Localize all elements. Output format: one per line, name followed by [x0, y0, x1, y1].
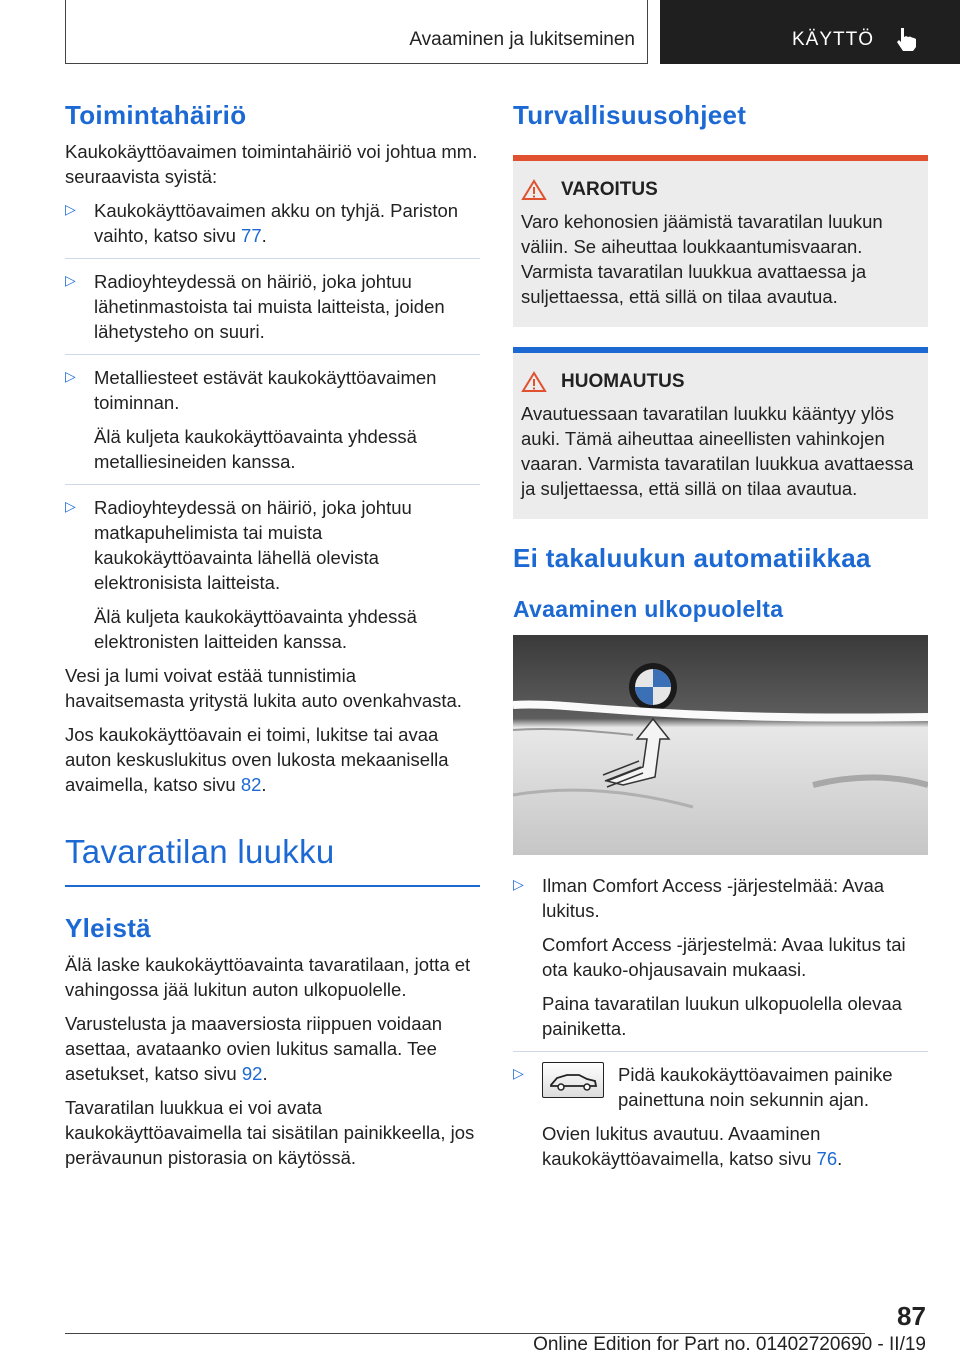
tailgate-heading-block: [65, 833, 480, 887]
list-item-text: Radioyhteydessä on häiriö, joka johtuu lähetinmastoista tai muista laitteista, joiden lähetysteho on suuri.: [94, 271, 445, 342]
list-item: [65, 269, 480, 344]
header-chapter-label: KÄYTTÖ: [792, 29, 875, 50]
triangle-bullet-icon: ▷: [513, 876, 524, 892]
list-item-subtext: Älä kuljeta kaukokäyttöavainta yhdessä elektronisten laitteiden kanssa.: [94, 606, 417, 652]
notice-box: [513, 347, 928, 519]
page-link-76[interactable]: 76: [816, 1148, 838, 1169]
list-item: ▷ Pidä kaukokäyttöavaimen painike painettuna noin sekunnin ajan. Ovien lukitus avautuu. Avaaminen kaukokäyttöavaimella, katso sivu 76.: [513, 1062, 928, 1171]
notice-triangle-icon: [521, 371, 547, 393]
list-item-subtext: Paina tavaratilan luukun ulkopuolella olevaa painiketta.: [542, 993, 902, 1039]
list-item: ▷ Kaukokäyttöavaimen akku on tyhjä. Pariston vaihto, katso sivu 77.: [65, 200, 459, 246]
page-link-77[interactable]: 77: [241, 225, 262, 246]
left-column: Toimintahäiriö Kaukokäyttöavaimen toimintahäiriö voi johtua mm. seuraavista syistä: ▷ Kaukokäyttöavaimen akku on tyhjä. Pariston vaihto, katso sivu 77. ▷ Radioyhteydessä on häiriö, joka johtuu lähetinmastoista tai muista laitteista, joiden lähetysteho on suuri. ▷ Metalliesteet estävät kaukokäyttöavaimen toiminnan. Älä kuljeta kaukokäyttöavainta yhdessä metalliesineiden kanssa. ▷ Radioyhteydessä on häiriö, joka johtuu matkapuhelimista tai muista kaukokäyttöavainta lähellä olevista elektronisista laitteista. Älä kuljeta kaukokäyttöavainta yhdessä elektronisten laitteiden kanssa. Vesi ja lumi voivat estää tunnistimia havaitsemasta yritystä lukita auto ovenkahvasta. Jos kaukokäyttöavain ei toimi, lukitse tai avaa auton keskuslukitus oven lukosta mekaanisella avaimella, katso sivu 82. Tavaratilan luukku Yleistä Älä laske kaukokäyttöavainta tavaratilaan, jotta et vahingossa jää lukitun auton ulkopuolelle. Varustelusta ja maaversiosta riippuen voidaan asettaa, avataanko ovien lukitus samalla. Tee asetukset, katso sivu 92. Tavaratilan luukkua ei voi avata kaukokäyttöavaimella tai sisätilan painikkeella, jos perävaunun pistorasia on käytössä.: [65, 100, 480, 1179]
tailgate-remote-button-icon: [542, 1062, 604, 1098]
tailgate-heading: Tavaratilan luukku: [65, 833, 335, 870]
list-item-subtext: Comfort Access -järjestelmä: Avaa lukitus tai ota kauko-ohjausavain mukaasi.: [542, 934, 906, 980]
notice-text: Avautuessaan tavaratilan luukku kääntyy ylös auki. Tämä aiheuttaa aineellisten vahinkojen vaaran. Varmista tavaratilan luukkua avattaessa ja suljettaessa, että sillä on tilaa avautua.: [521, 403, 914, 499]
paragraph-trailer-socket: Tavaratilan luukkua ei voi avata kaukokäyttöavaimella tai sisätilan painikkeella, jos perävaunun pistorasia on käytössä.: [65, 1097, 475, 1168]
open-outside-heading: Avaaminen ulkopuolelta: [513, 596, 784, 622]
pointing-hand-icon: [893, 25, 921, 53]
divider: [513, 1051, 928, 1052]
safety-heading: Turvallisuusohjeet: [513, 100, 747, 130]
warning-text: Varo kehonosien jäämistä tavaratilan luukun väliin. Se aiheuttaa loukkaantumisvaaran. Varmista tavaratilan luukkua avattaessa ja suljettaessa, että sillä on tilaa avautua.: [521, 211, 883, 307]
paragraph-mechanical-key: Jos kaukokäyttöavain ei toimi, lukitse tai avaa auton keskuslukitus oven lukosta mekaanisella avaimella, katso sivu: [65, 724, 449, 795]
malfunction-intro: Kaukokäyttöavaimen toimintahäiriö voi johtua mm. seuraavista syistä:: [65, 141, 478, 187]
header-section-box: [65, 0, 648, 64]
opening-list: [513, 873, 928, 1171]
warning-label: VAROITUS: [561, 179, 658, 200]
list-item: [65, 365, 480, 474]
footer-edition: Online Edition for Part no. 01402720690 - II/19: [533, 1334, 926, 1355]
general-heading: Yleistä: [65, 913, 151, 943]
triangle-bullet-icon: ▷: [65, 201, 76, 217]
divider: [65, 484, 480, 485]
list-item-text: Kaukokäyttöavaimen akku on tyhjä. Pariston vaihto, katso sivu: [94, 200, 459, 246]
tailgate-button-photo: [513, 635, 928, 855]
paragraph-settings: Varustelusta ja maaversiosta riippuen voidaan asettaa, avataanko ovien lukitus samalla. Tee asetukset, katso sivu: [65, 1013, 443, 1084]
list-item-subtext: Ovien lukitus avautuu. Avaaminen kaukokäyttöavaimella, katso sivu: [542, 1123, 821, 1169]
list-item: [513, 873, 928, 1041]
list-item-text: Pidä kaukokäyttöavaimen painike painettuna noin sekunnin ajan.: [618, 1064, 893, 1110]
notice-label: HUOMAUTUS: [561, 371, 685, 392]
triangle-bullet-icon: ▷: [65, 498, 76, 514]
header-section-title: Avaaminen ja lukitseminen: [409, 29, 635, 50]
triangle-bullet-icon: ▷: [65, 272, 76, 288]
divider: [65, 258, 480, 259]
list-item-text: Radioyhteydessä on häiriö, joka johtuu matkapuhelimista tai muista kaukokäyttöavainta lähellä olevista elektronisista laitteista.: [94, 497, 412, 593]
list-item-subtext: Älä kuljeta kaukokäyttöavainta yhdessä metalliesineiden kanssa.: [94, 426, 417, 472]
header-chapter-tab[interactable]: [660, 0, 960, 64]
page-number: 87: [897, 1301, 926, 1331]
malfunction-list: [65, 198, 480, 654]
list-item: [65, 495, 480, 654]
triangle-bullet-icon: ▷: [65, 368, 76, 384]
warning-triangle-icon: [521, 179, 547, 201]
divider: [65, 354, 480, 355]
list-item-text: Metalliesteet estävät kaukokäyttöavaimen toiminnan.: [94, 367, 437, 413]
page-link-92[interactable]: 92: [241, 1063, 263, 1084]
right-column: [513, 100, 928, 1180]
triangle-bullet-icon: ▷: [513, 1065, 524, 1081]
no-automatic-heading: Ei takaluukun automatiikkaa: [513, 543, 871, 573]
paragraph-key-in-trunk: Älä laske kaukokäyttöavainta tavaratilaan, jotta et vahingossa jää lukitun auton ulkopuolelle.: [65, 954, 471, 1000]
warning-box: [513, 155, 928, 327]
malfunction-heading: Toimintahäiriö: [65, 100, 247, 130]
paragraph-water-snow: Vesi ja lumi voivat estää tunnistimia havaitsemasta yritystä lukita auto ovenkahvasta.: [65, 665, 462, 711]
list-item-text: Ilman Comfort Access -järjestelmää: Avaa lukitus.: [542, 875, 885, 921]
tailgate-photo-illustration: [513, 635, 928, 855]
page-link-82[interactable]: 82: [240, 774, 262, 795]
